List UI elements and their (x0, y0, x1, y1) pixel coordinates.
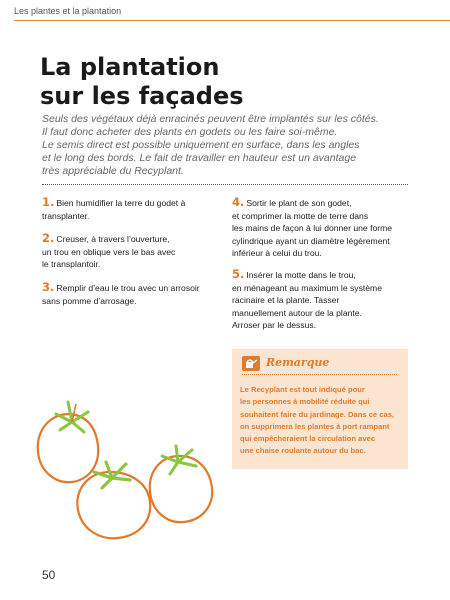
step-text-line: Bien humidifier la terre du godet à (56, 198, 186, 208)
page-title (40, 53, 420, 111)
note-text-line: les personnes à mobilité réduite qui (240, 397, 370, 407)
page-title-line: sur les façades (40, 82, 244, 110)
step-text-line: Arroser par le dessus. (232, 320, 317, 330)
intro-line: très appréciable du Recyplant. (42, 165, 184, 177)
tomatoes-illustration (30, 392, 220, 552)
step-text-line: en ménageant au maximum le système (232, 282, 382, 293)
page-title-line: La plantation (40, 53, 220, 81)
step-text-line: inférieur à celui du trou. (232, 248, 322, 258)
page-number: 50 (42, 568, 56, 582)
tomato-leaves (162, 446, 196, 474)
step-text-line: Remplir d’eau le trou avec un arrosoir (56, 283, 200, 293)
intro-line: et le long des bords. Le fait de travailler en hauteur est un avantage (42, 152, 357, 164)
note-text-line: une chaise roulante autour du bac. (240, 446, 366, 456)
step-text-line: cylindrique ayant un diamètre légèrement (232, 235, 390, 246)
step-number: 3. (42, 280, 55, 294)
step-number: 4. (232, 195, 245, 209)
tomato-middle (77, 472, 150, 538)
note-text-line: on supprimera les plantes à port rampant (240, 421, 390, 431)
step-text-line: Creuser, à travers l’ouverture, (56, 234, 170, 244)
step-text-line: sans pomme d’arrosage. (42, 295, 137, 306)
step-text-line: Insérer la motte dans le trou, (246, 270, 356, 280)
dotted-divider (42, 184, 408, 185)
note-title-underline (242, 374, 397, 375)
intro-paragraph (42, 113, 422, 178)
intro-line: Le semis direct est possible uniquement en surface, dans les angles (42, 139, 360, 151)
step-5 (232, 268, 382, 332)
step-text-line: transplanter. (42, 210, 90, 221)
note-text-line: Le Recyplant est tout indiqué pour (240, 385, 365, 394)
step-3 (42, 281, 200, 307)
step-4 (232, 196, 392, 260)
step-number: 5. (232, 267, 245, 281)
step-text-line: Sortir le plant de son godet, (246, 198, 352, 208)
note-title: Remarque (266, 356, 330, 369)
step-1 (42, 196, 185, 222)
tomato-right (150, 456, 212, 522)
step-2 (42, 232, 175, 271)
intro-line: Il faut donc acheter des plants en godets ou les faire soi-même. (42, 126, 338, 138)
note-text (240, 384, 404, 458)
step-number: 1. (42, 195, 55, 209)
step-text-line: racinaire et la plante. Tasser (232, 295, 340, 305)
step-text-line: et comprimer la motte de terre dans (232, 210, 369, 221)
step-text-line: le transplantoir. (42, 259, 101, 269)
note-text-line: souhaitent faire du jardinage. Dans ce cas, (240, 409, 395, 419)
watering-can-icon (242, 356, 260, 371)
note-box (232, 349, 408, 469)
intro-line: Seuls des végétaux déjà enracinés peuvent être implantés sur les côtés. (42, 113, 379, 125)
running-head: Les plantes et la plantation (14, 6, 450, 21)
step-text-line: manuellement autour de la plante. (232, 307, 362, 318)
step-number: 2. (42, 231, 55, 245)
step-text-line: les mains de façon à lui donner une forme (232, 223, 393, 233)
step-text-line: un trou en oblique vers le bas avec (42, 246, 176, 257)
note-text-line: qui empêcheraient la circulation avec (240, 434, 376, 444)
